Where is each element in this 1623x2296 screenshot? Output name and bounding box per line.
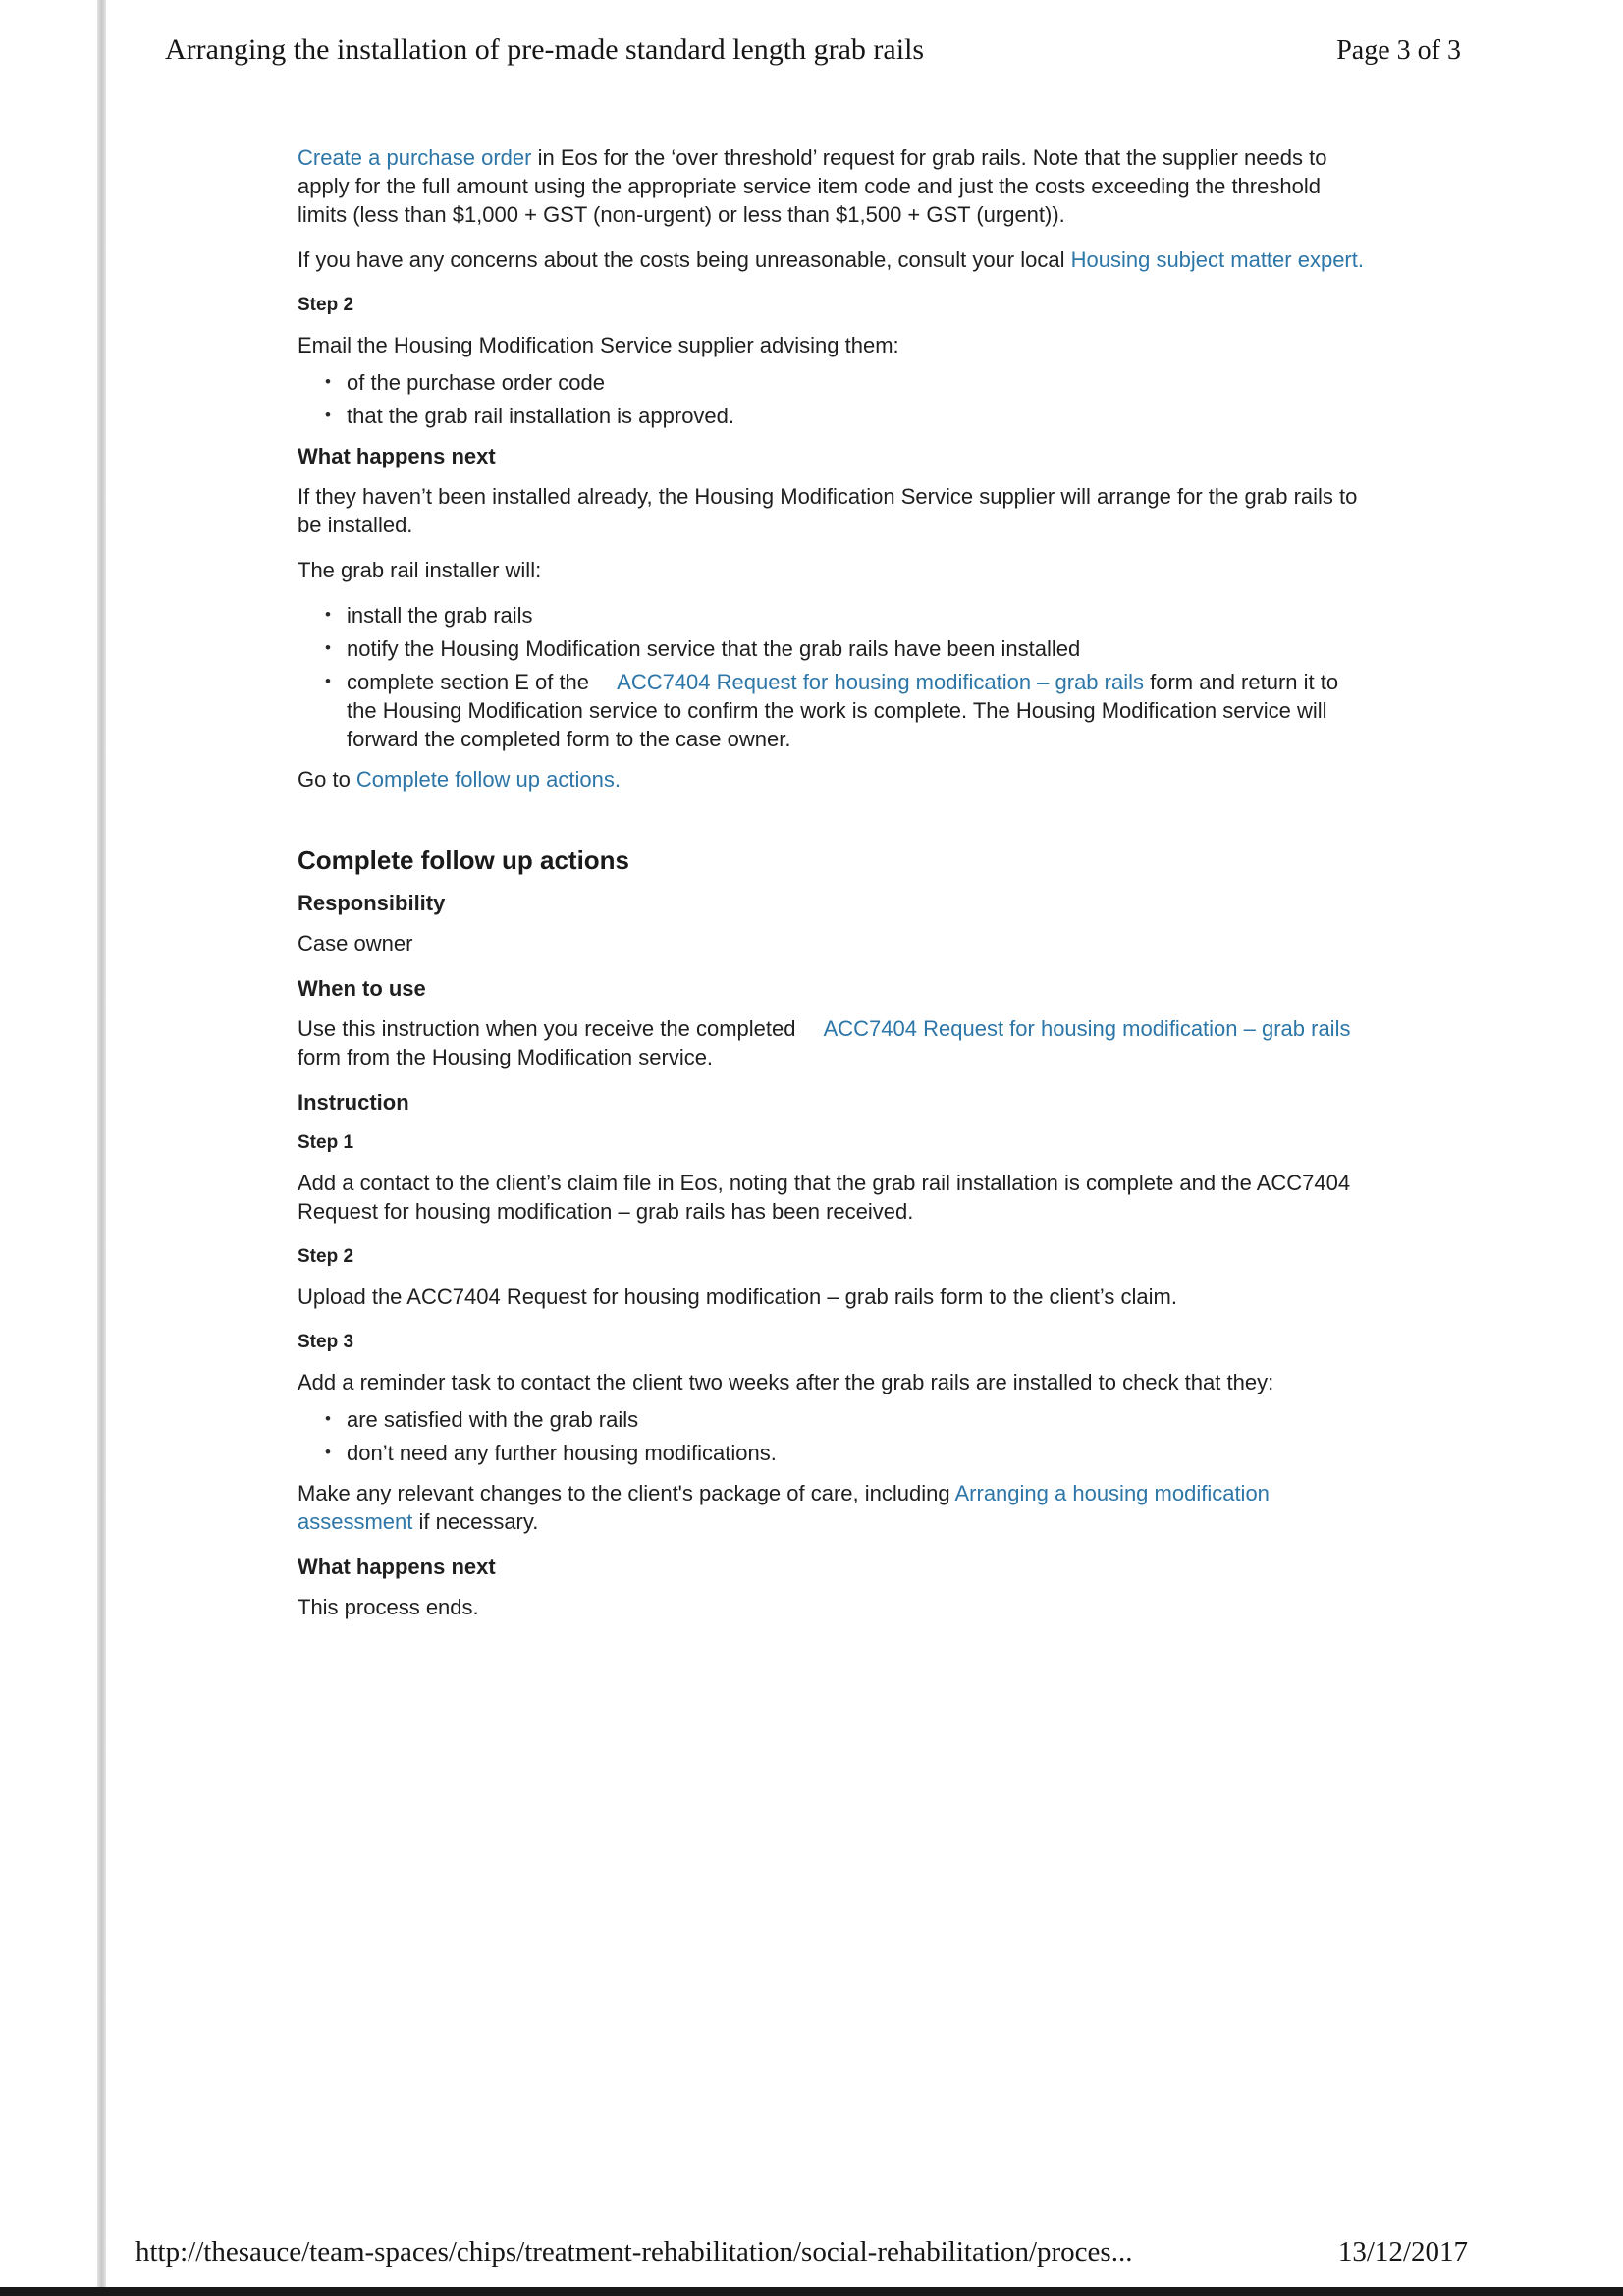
paragraph-text: if necessary. [412,1509,539,1534]
paragraph-reminder-task: Add a reminder task to contact the client two weeks after the grab rails are installed to check that they: [298,1370,1274,1394]
paragraph-process-ends: This process ends. [298,1595,479,1619]
paragraph-case-owner: Case owner [298,931,413,956]
paragraph-text: If you have any concerns about the costs being unreasonable, consult your local [298,247,1071,272]
scan-artifact-left-stripe [97,0,106,2296]
link-acc7404-request-form[interactable]: ACC7404 Request for housing modification – grab rails [617,670,1144,694]
list-item [325,1439,1373,1467]
what-happens-next-label: What happens next [298,1555,496,1579]
paragraph-package-of-care [298,1479,1373,1536]
link-housing-subject-matter-expert[interactable]: Housing subject matter expert. [1070,247,1364,272]
list-item-text: don’t need any further housing modifications. [347,1441,777,1465]
list-item [325,402,1373,430]
paragraph-when-to-use [298,1014,1373,1071]
bullet-list-email-contents [298,368,1373,430]
what-happens-next-label: What happens next [298,444,496,468]
list-item-text: of the purchase order code [347,370,605,395]
list-item-text: install the grab rails [347,603,533,628]
list-item [325,601,1373,629]
when-to-use-label: When to use [298,976,426,1001]
link-complete-follow-up-actions[interactable]: Complete follow up actions. [355,767,621,792]
document-footer [135,2236,1468,2269]
paragraph-cost-concerns [298,246,1373,274]
document-header [165,33,1461,67]
scan-artifact-bottom-bar [0,2287,1623,2296]
footer-date: 13/12/2017 [1337,2236,1468,2268]
link-create-a-purchase-order[interactable]: Create a purchase order [298,145,532,170]
list-item-text: complete section E of the [347,670,596,694]
list-item [325,1405,1373,1434]
paragraph-upload-form: Upload the ACC7404 Request for housing modification – grab rails form to the client’s claim. [298,1285,1177,1309]
paragraph-text: Go to [298,767,356,792]
paragraph-add-contact: Add a contact to the client’s claim file in Eos, noting that the grab rail installation is complete and the ACC7404 Request for housing modification – grab rails has been received. [298,1171,1351,1224]
bullet-list-installer-tasks [298,601,1373,753]
step-3-label: Step 3 [298,1332,354,1352]
paragraph-installer-will: The grab rail installer will: [298,558,542,582]
link-arranging-housing-modification-assessment[interactable]: Arranging a housing modification assessment [298,1481,1270,1534]
paragraph-go-to [298,765,1373,793]
list-item [325,368,1373,397]
paragraph-text: Use this instruction when you receive the completed [298,1016,802,1041]
instruction-label: Instruction [298,1090,409,1115]
step-2-label: Step 2 [298,1246,354,1267]
page-indicator: Page 3 of 3 [1336,35,1461,66]
section-heading-complete-follow-up-actions: Complete follow up actions [298,846,630,875]
paragraph-text: in Eos for the ‘over threshold’ request for grab rails. Note that the supplier needs to apply for the full amount using the appropriate service item code and just the costs exceeding the threshold limits (less than $1,000 + GST (non-urgent) or less than $1,500 + GST (urgent)). [298,145,1327,227]
bullet-list-check-items [298,1405,1373,1467]
paragraph-email-supplier: Email the Housing Modification Service supplier advising them: [298,333,899,357]
paragraph-purchase-order [298,143,1373,229]
list-item [325,634,1373,663]
list-item-text: form and return it to the Housing Modification service to confirm the work is complete. The Housing Modification service will forward the completed form to the case owner. [347,670,1339,751]
document-body [298,143,1373,1638]
document-title: Arranging the installation of pre-made standard length grab rails [165,33,925,66]
list-item-text: notify the Housing Modification service that the grab rails have been installed [347,636,1081,661]
step-2-label: Step 2 [298,295,354,315]
paragraph-supplier-arranges: If they haven’t been installed already, the Housing Modification Service supplier will arrange for the grab rails to be installed. [298,484,1358,537]
paragraph-text: form from the Housing Modification service. [298,1045,714,1069]
responsibility-label: Responsibility [298,891,446,915]
paragraph-text: Make any relevant changes to the client's package of care, including [298,1481,955,1505]
list-item-text: are satisfied with the grab rails [347,1407,639,1432]
list-item [325,668,1373,753]
footer-url: http://thesauce/team-spaces/chips/treatment-rehabilitation/social-rehabilitation/proces... [135,2236,1133,2268]
step-1-label: Step 1 [298,1132,354,1153]
link-acc7404-request-form[interactable]: ACC7404 Request for housing modification – grab rails [823,1016,1351,1041]
list-item-text: that the grab rail installation is approved. [347,404,735,428]
